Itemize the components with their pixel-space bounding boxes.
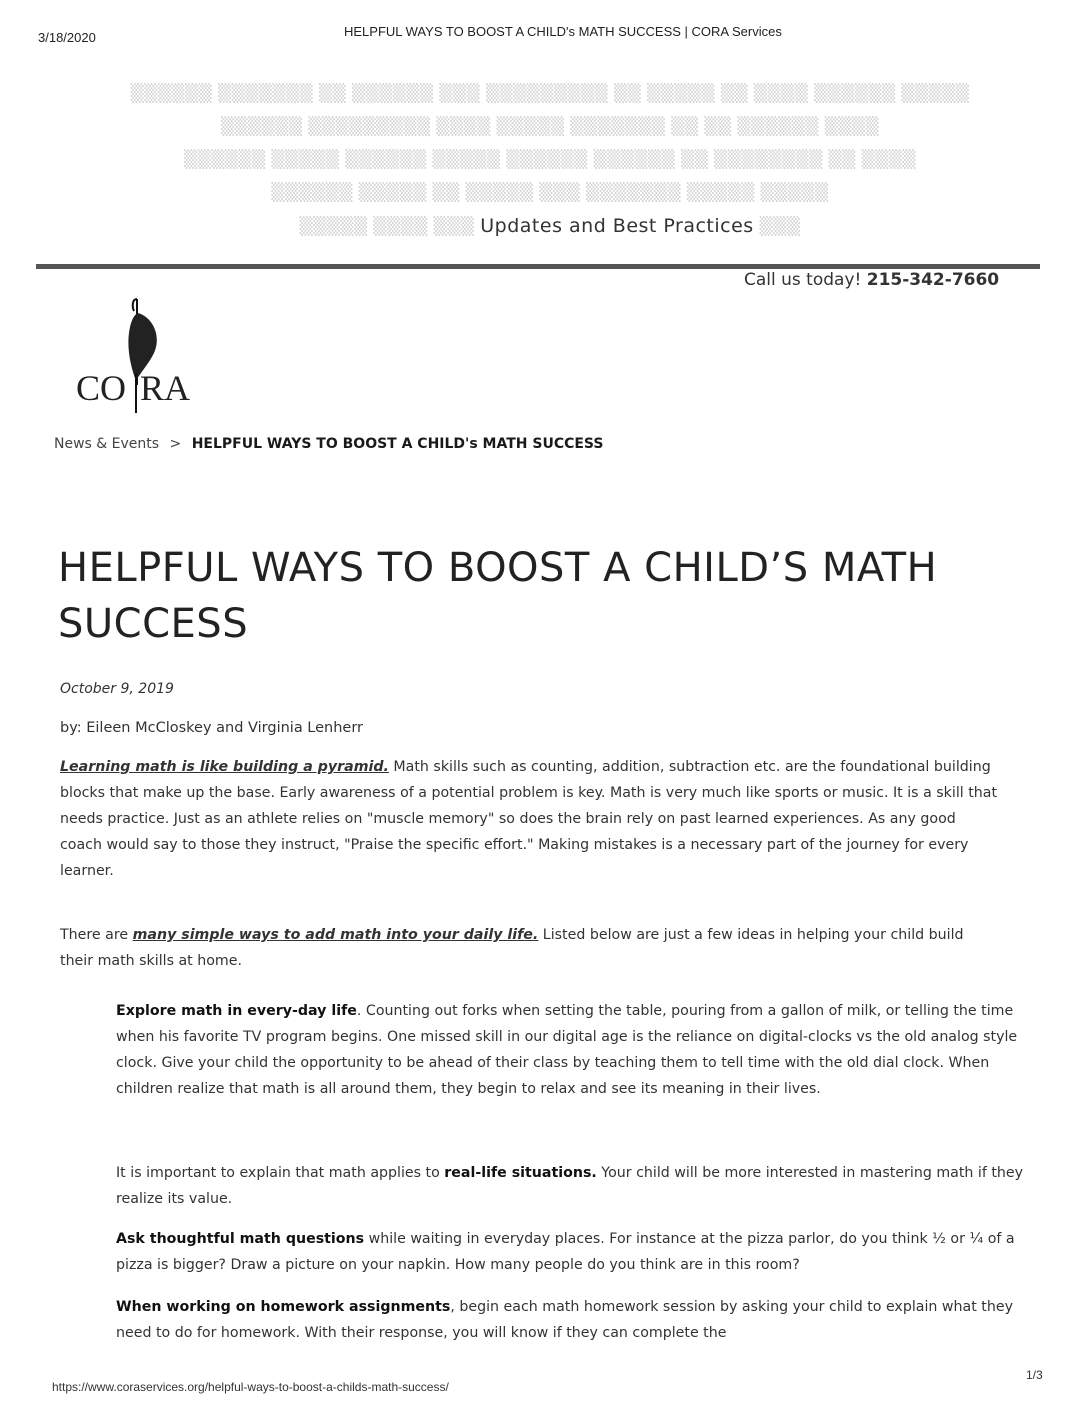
cora-logo[interactable] (70, 295, 200, 415)
daily-life-link[interactable]: many simple ways to add math into your daily life. (132, 927, 539, 943)
tip-homework (116, 1294, 1028, 1346)
faded-banner (60, 78, 1040, 244)
paragraph-text: There are (60, 927, 133, 943)
tip-text: . Counting out forks when setting the table, pouring from a gallon of milk, or telling the time when his favorite TV program begins. One missed skill in our digital age is the reliance on digital-clocks vs the old analog style clock. Give your child the opportunity to be ahead of their class by teaching them to tell time with the old dial clock. When children realize that math is all around them, they begin to relax and see its meaning in their lives. (116, 1003, 1018, 1097)
article-date: October 9, 2019 (60, 681, 174, 697)
header-divider (36, 264, 1040, 269)
print-date: 3/18/2020 (38, 30, 96, 45)
contact-line (744, 270, 999, 290)
paragraph-text: Listed below are just a few ideas in helping your child build their math skills at home. (60, 927, 964, 969)
pyramid-link[interactable]: Learning math is like building a pyramid. (60, 759, 389, 775)
svg-text:RA: RA (140, 368, 191, 408)
faded-line: ▒▒▒▒▒▒ ▒▒▒▒▒ ▒▒▒▒▒▒ ▒▒▒▒▒ ▒▒▒▒▒▒ ▒▒▒▒▒▒ ▒▒ ▒▒▒▒▒▒▒▒ ▒▒ ▒▒▒▒ (184, 150, 916, 170)
breadcrumb-separator: > (169, 436, 182, 452)
faded-line: ▒▒▒▒▒ ▒▒▒▒ ▒▒▒ Updates and Best Practices ▒▒▒ (299, 215, 801, 237)
phone-number[interactable]: 215-342-7660 (866, 270, 1000, 290)
breadcrumb-news-events[interactable]: News & Events (54, 436, 160, 452)
breadcrumb-current: HELPFUL WAYS TO BOOST A CHILD's MATH SUCCESS (191, 436, 604, 452)
svg-text:CO: CO (76, 368, 127, 408)
tip-heading: When working on homework assignments (116, 1299, 451, 1315)
breadcrumb (54, 436, 603, 452)
tip-heading: real-life situations. (444, 1165, 597, 1181)
tip-heading: Ask thoughtful math questions (116, 1231, 365, 1247)
tip-real-life (116, 1160, 1028, 1212)
tip-text: It is important to explain that math applies to (116, 1165, 445, 1181)
faded-line: ▒▒▒▒▒▒ ▒▒▒▒▒▒▒▒▒ ▒▒▒▒ ▒▒▒▒▒ ▒▒▒▒▒▒▒ ▒▒ ▒▒ ▒▒▒▒▒▒ ▒▒▒▒ (220, 117, 880, 137)
tip-text: , begin each math homework session by asking your child to explain what they need to do for homework. With their response, you will know if they can complete the (116, 1299, 1013, 1341)
banner-link[interactable]: Updates and Best Practices (480, 215, 754, 237)
tip-text: while waiting in everyday places. For instance at the pizza parlor, do you think ½ or ¼ of a pizza is bigger? Draw a picture on your napkin. How many people do you think are in this room? (116, 1231, 1015, 1273)
paragraph-text: Math skills such as counting, addition, subtraction etc. are the foundational building blocks that make up the base. Early awareness of a potential problem is key. Math is very much like sports or music. It is a skill that needs practice. Just as an athlete relies on "muscle memory" so does the brain rely on past learned experiences. As any good coach would say to those they instruct, "Praise the specific effort." Making mistakes is a necessary part of the journey for every learner. (60, 759, 998, 879)
tip-explore-math (116, 998, 1028, 1102)
tip-ask-questions (116, 1226, 1028, 1278)
print-footer-url: https://www.coraservices.org/helpful-ways-to-boost-a-childs-math-success/ (52, 1380, 449, 1394)
paragraph-daily-life (60, 922, 1000, 974)
article-byline: by: Eileen McCloskey and Virginia Lenherr (60, 720, 364, 736)
call-us-label: Call us today! (744, 270, 862, 290)
print-page-number: 1/3 (1026, 1368, 1043, 1382)
umbrella-icon (70, 295, 200, 415)
tip-heading: Explore math in every-day life (116, 1003, 357, 1019)
article-title: HELPFUL WAYS TO BOOST A CHILD’S MATH SUCCESS (58, 545, 938, 647)
faded-line: ▒▒▒▒▒▒ ▒▒▒▒▒▒▒ ▒▒ ▒▒▒▒▒▒ ▒▒▒ ▒▒▒▒▒▒▒▒▒ ▒▒ ▒▒▒▒▒ ▒▒ ▒▒▒▒ ▒▒▒▒▒▒ ▒▒▒▒▒ (130, 84, 970, 104)
paragraph-pyramid (60, 754, 1000, 884)
tip-text: Your child will be more interested in mastering math if they realize its value. (116, 1165, 1024, 1207)
faded-line: ▒▒▒▒▒▒ ▒▒▒▒▒ ▒▒ ▒▒▒▒▒ ▒▒▒ ▒▒▒▒▒▒▒ ▒▒▒▒▒ ▒▒▒▒▒ (271, 183, 829, 203)
print-page-title: HELPFUL WAYS TO BOOST A CHILD's MATH SUCCESS | CORA Services (344, 24, 782, 39)
